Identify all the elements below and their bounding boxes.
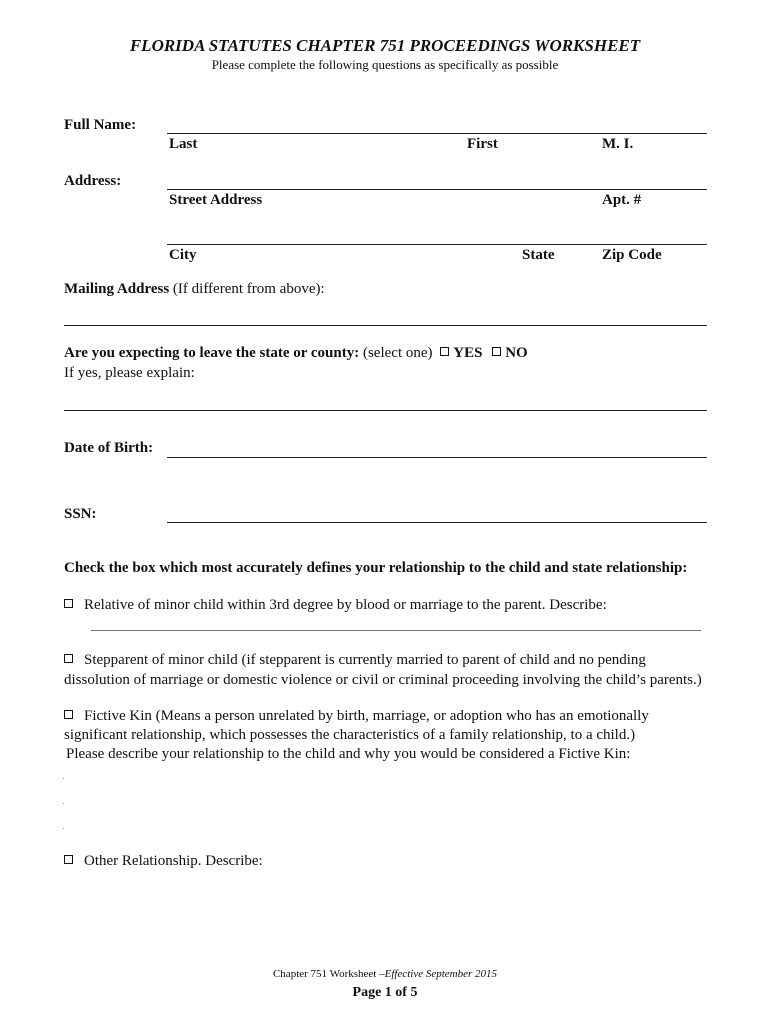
relative-text: Relative of minor child within 3rd degree by blood or marriage to the parent. Describe: (84, 597, 607, 613)
page-subtitle: Please complete the following questions as specifically as possible (211, 57, 559, 72)
footer-worksheet-name: Chapter 751 Worksheet – (272, 968, 385, 980)
fictive-kin-answer-marker-1 (63, 778, 64, 779)
apt-caption: Apt. # (602, 192, 642, 208)
fictive-kin-text-line1: Fictive Kin (Means a person unrelated by birth, marriage, or adoption who has an emotionally (84, 708, 649, 724)
fictive-kin-option (64, 708, 649, 725)
date-of-birth-input-line[interactable] (167, 457, 707, 458)
relationship-heading: Check the box which most accurately defines your relationship to the child and state relationship: (64, 560, 688, 576)
stepparent-text-line1: Stepparent of minor child (if stepparent is currently married to parent of child and no pending (84, 652, 646, 668)
yes-checkbox[interactable] (440, 347, 449, 356)
first-name-caption: First (467, 136, 498, 152)
full-name-input-line[interactable] (167, 133, 707, 134)
leaving-explain-label: If yes, please explain: (64, 365, 195, 381)
footer-effective-date: Effective September 2015 (384, 968, 498, 980)
relative-checkbox[interactable] (64, 599, 73, 608)
page-title: FLORIDA STATUTES CHAPTER 751 PROCEEDINGS WORKSHEET (129, 36, 641, 55)
last-name-caption: Last (169, 136, 198, 152)
fictive-kin-text-line3: Please describe your relationship to the child and why you would be considered a Fictive Kin: (66, 746, 631, 762)
full-name-label: Full Name: (64, 117, 137, 133)
date-of-birth-label: Date of Birth: (64, 440, 154, 456)
mailing-address-row (64, 281, 325, 298)
leaving-state-row (64, 345, 528, 362)
fictive-kin-text-line2: significant relationship, which possesses the characteristics of a family relationship, to a child.) (64, 727, 636, 743)
footer-worksheet (0, 968, 770, 980)
street-address-input-line[interactable] (167, 189, 707, 190)
no-checkbox[interactable] (492, 347, 501, 356)
address-label: Address: (64, 173, 122, 189)
street-address-caption: Street Address (169, 192, 263, 208)
no-label: NO (505, 345, 528, 361)
mailing-address-input-line[interactable] (64, 325, 707, 326)
yes-label: YES (453, 345, 483, 361)
other-relationship-checkbox[interactable] (64, 855, 73, 864)
leaving-state-select-note: (select one) (362, 345, 433, 361)
middle-initial-caption: M. I. (602, 136, 634, 152)
fictive-kin-checkbox[interactable] (64, 710, 73, 719)
stepparent-checkbox[interactable] (64, 654, 73, 663)
stepparent-option (64, 652, 646, 669)
city-caption: City (169, 247, 197, 263)
fictive-kin-answer-marker-3 (63, 828, 64, 829)
mailing-address-note: (If different from above): (172, 281, 325, 297)
ssn-label: SSN: (64, 506, 97, 522)
other-relationship-option (64, 853, 263, 870)
fictive-kin-answer-marker-2 (63, 803, 64, 804)
leaving-explain-input-line[interactable] (64, 410, 707, 411)
ssn-input-line[interactable] (167, 522, 707, 523)
other-relationship-text: Other Relationship. Describe: (84, 853, 263, 869)
leaving-state-question: Are you expecting to leave the state or county: (64, 345, 360, 361)
mailing-address-label: Mailing Address (64, 281, 170, 297)
zip-code-caption: Zip Code (602, 247, 662, 263)
relative-describe-line[interactable] (91, 630, 701, 631)
state-caption: State (522, 247, 555, 263)
relative-option (64, 597, 607, 614)
no-option[interactable] (492, 345, 528, 361)
yes-option[interactable] (440, 345, 482, 361)
page-number: Page 1 of 5 (352, 985, 418, 1000)
city-state-zip-input-line[interactable] (167, 244, 707, 245)
stepparent-text-line2: dissolution of marriage or domestic violence or civil or criminal proceeding involving the child’s parents.) (64, 672, 702, 688)
